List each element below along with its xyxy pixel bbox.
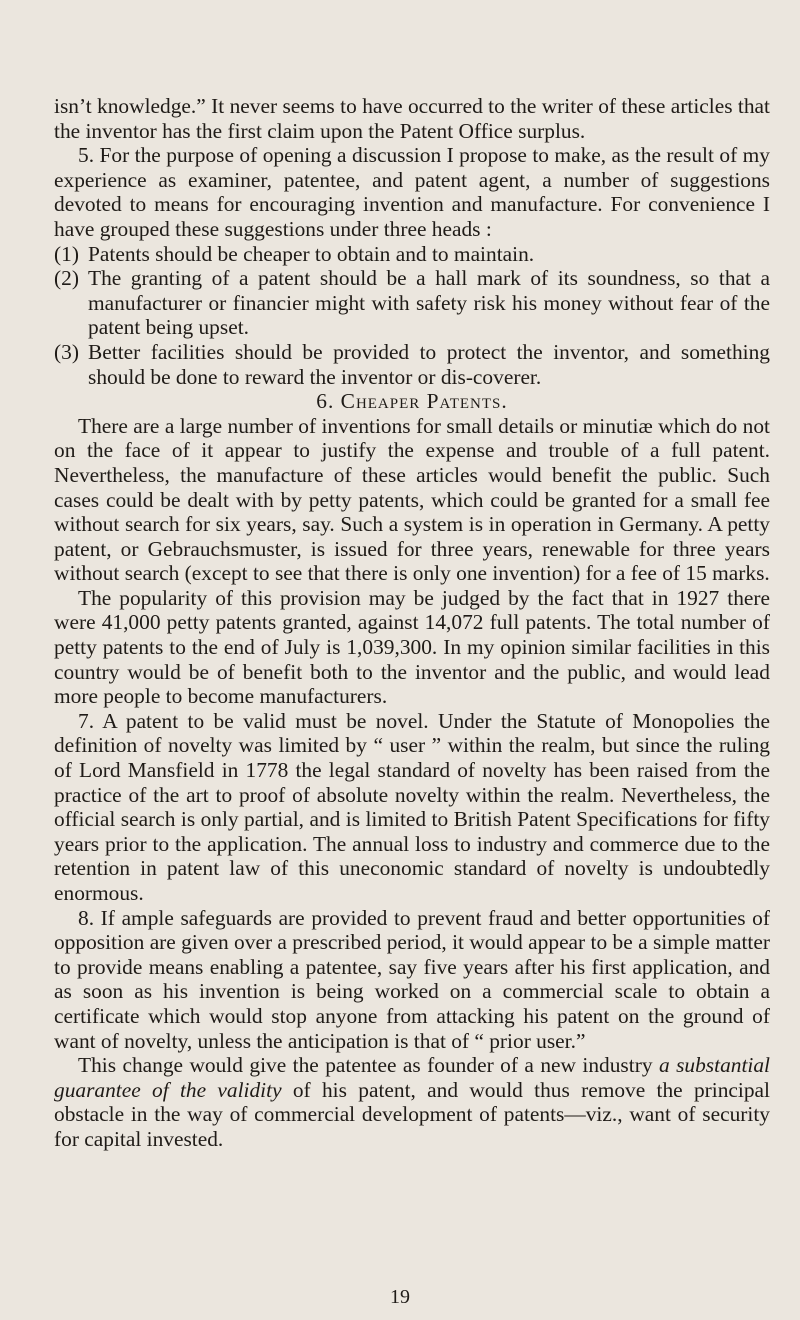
list-item-number: (2) bbox=[54, 266, 79, 291]
list-item-text: Better facilities should be provided to protect the inventor, and something should be done to reward the inventor or dis-coverer. bbox=[88, 339, 770, 389]
paragraph-final bbox=[54, 1053, 770, 1151]
list-item-text: Patents should be cheaper to obtain and to maintain. bbox=[88, 241, 535, 266]
paragraph: The popularity of this provision may be judged by the fact that in 1927 there were 41,000 petty patents granted, against 14,072 full patents. The total number of petty patents to the end of July is 1,039,300. In my opinion similar facilities in this country would be of benefit both to the inventor and the public, and would lead more people to become manufacturers. bbox=[54, 585, 770, 709]
paragraph: 5. For the purpose of opening a discussion I propose to make, as the result of my experience as examiner, patentee, and patent agent, a number of suggestions devoted to means for encouraging invention and manufacture. For convenience I have grouped these suggestions under three heads : bbox=[54, 143, 770, 241]
paragraph: isn’t knowledge.” It never seems to have occurred to the writer of these articles that the inventor has the first claim upon the Patent Office surplus. bbox=[54, 94, 770, 143]
list-item bbox=[54, 242, 770, 267]
text-run: of his patent, and would thus remove the principal obstacle in the way of commercial development of patents—viz., want of security for capital invested. bbox=[54, 1077, 770, 1151]
list-item-number: (3) bbox=[54, 339, 79, 364]
list-item-number: (1) bbox=[54, 241, 79, 266]
paragraph: 8. If ample safeguards are provided to prevent fraud and better opportunities of opposition are given over a prescribed period, it would appear to be a simple matter to provide means enabling a patentee, say five years after his first application, and as soon as his invention is being worked on a commercial scale to obtain a certificate which would stop anyone from attacking his patent on the ground of want of novelty, unless the anticipation is that of “ prior user.” bbox=[54, 905, 770, 1053]
list-item bbox=[54, 340, 770, 389]
body-text bbox=[54, 94, 770, 1152]
paragraph: There are a large number of inventions for small details or minutiæ which do not on the face of it appear to justify the expense and trouble of a full patent. Nevertheless, the manufacture of these articles would benefit the public. Such cases could be dealt with by petty patents, which could be granted for a small fee without search for six years, say. Such a system is in operation in Germany. A petty patent, or Gebrauchsmuster, is issued for three years, renewable for three years without search (except to see that there is only one invention) for a fee of 15 marks. bbox=[54, 413, 770, 586]
page-number: 19 bbox=[390, 1286, 410, 1308]
paragraph: 7. A patent to be valid must be novel. Under the Statute of Monopolies the definition of novelty was limited by “ user ” within the realm, but since the ruling of Lord Mansfield in 1778 the legal standard of novelty has been raised from the practice of the art to proof of absolute novelty within the realm. Nevertheless, the official search is only partial, and is limited to British Patent Specifications for fifty years prior to the application. The annual loss to industry and commerce due to the retention in patent law of this uneconomic standard of novelty is undoubtedly enormous. bbox=[54, 708, 770, 905]
emphasized-text: a substantial guarantee of the validity bbox=[54, 1053, 770, 1102]
section-heading: 6. Cheaper Patents. bbox=[316, 389, 508, 414]
text-run: This change would give the patentee as founder of a new industry bbox=[78, 1053, 659, 1078]
list-item bbox=[54, 266, 770, 340]
list-item-text: The granting of a patent should be a hall mark of its soundness, so that a manufacturer or financier might with safety risk his money without fear of the patent being upset. bbox=[88, 266, 770, 340]
